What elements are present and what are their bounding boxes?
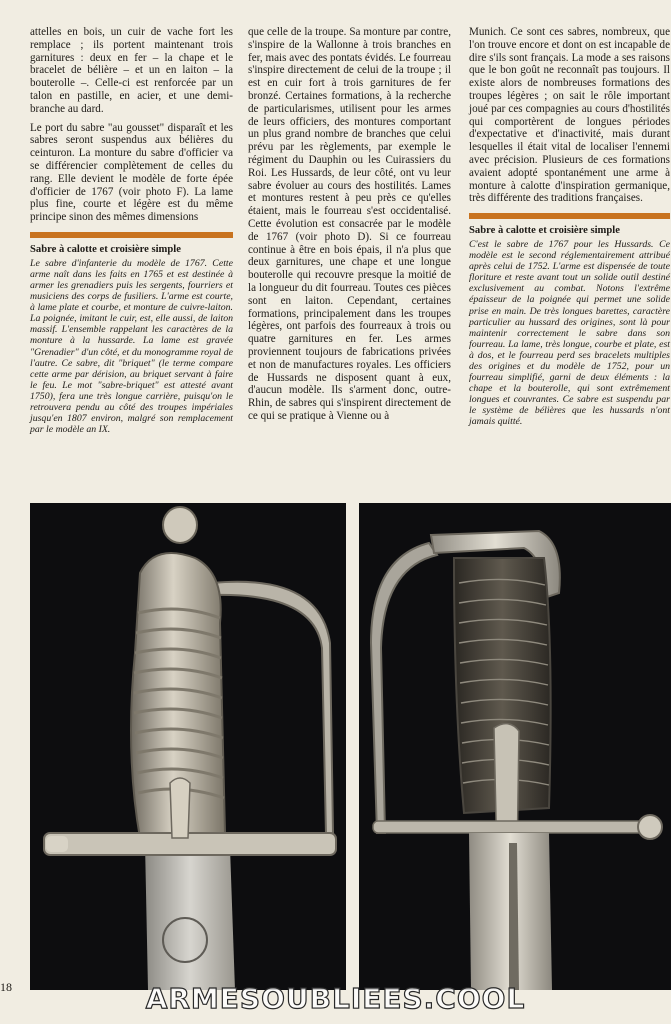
caption-title-left: Sabre à calotte et croisière simple bbox=[30, 243, 181, 255]
text-column-3 bbox=[469, 26, 670, 434]
photo-sabre-grenadier bbox=[30, 503, 346, 990]
caption-rule-left bbox=[30, 232, 233, 238]
column3-paragraph-1: Munich. Ce sont ces sabres, nombreux, que l'on trouve encore et dont on est incapable de dire s'ils sont français. La mode a ses raisons que le bon goût ne reconnaît pas toujours. Il existe alors de nombreuses formations des troupes légères ; on sait le rôle important joué par ces compagnies au cours d'hostilités qui comportèrent de longues périodes d'expectative et d'inactivité, mais durant lesquelles il était vital de localiser l'ennemi avec précision. Plusieurs de ces formations avaient adopté spontanément une arme à monture à calotte d'inspiration germanique, très différente des traditions françaises. bbox=[469, 26, 670, 205]
column2-paragraph-1: que celle de la troupe. Sa monture par contre, s'inspire de la Wallonne à trois branches en fer, mais avec des pontats évidés. Le fourreau s'inspire directement de celui de la troupe ; il est en cuir fort à trois garnitures de fer bronzé. Certaines formations, à la recherche de particularismes, utilisent pour les armes de leurs officiers, des montures comportant un plus grand nombre de branches que celui prévu par les règlements, par exemple le régiment du Dauphin ou les Cuirassiers du Roi. Les Hussards, de leur côté, ont vu leur sabre évoluer au cours des hostilités. Lames et montures restent à peu près ce qu'elles étaient, mais le fourreau s'est occidentalisé. Cette évolution est consacrée par le modèle de 1767 (voir photo D). Si ce fourreau continue à être en bois épais, il n'a plus que deux garnitures, une chape et une longue bouterolle qui recouvre presque la moitié de la longueur du dit fourreau. Toutes ces pièces sont en laiton. Cependant, certaines formations, principalement dans les troupes légères, ont parfois des fourreaux à trois ou quatre garnitures en fer. Les armes proviennent toujours de fabrications privées et non de manufactures royales. Les officiers de Hussards ne disposent quant à eux, d'aucun modèle. Ils s'arment donc, outre-Rhin, de sabres qui s'inspirent directement de ce qui se pratique à Vienne ou à bbox=[248, 26, 451, 422]
text-column-1 bbox=[30, 26, 233, 441]
watermark: ARMESOUBLIEES.COOL bbox=[145, 982, 526, 1015]
caption-text-left: Le sabre d'infanterie du modèle de 1767. Cette arme naît dans les faits en 1765 et est destinée à armer les grenadiers puis les sergents, fourriers et musiciens des corps de fusiliers. L'arme est courte, à lame plate et courbe, et monture de cuivre-laiton. La poignée, imitant le cuir, est, elle aussi, de laiton massif. L'ensemble rappelant les caractères de la monture à la hussarde. La lame est gravée "Grenadier" d'un côté, et du monogramme royal de l'autre. Ce sabre, dit "briquet" (le terme compare cette arme par dérision, au briquet servant à faire le feu. Le mot "sabre-briquet" est attesté avant 1750), fera une très longue carrière, puisqu'on le retrouvera pendu au côté des troupes impériales jusqu'en 1807 environ, malgré son remplacement par le modèle an IX. bbox=[30, 257, 233, 436]
page-number: 18 bbox=[0, 980, 12, 994]
column1-paragraph-2: Le port du sabre "au gousset" disparaît et les sabres seront suspendus aux bélières du ceinturon. La monture du sabre d'officier va se différencier complètement de celles du rang. Elle devient le modèle de forte épée d'officier de 1767 (voir photo F). La lame plus fine, courte et légère est du même principe sinon des mêmes dimensions bbox=[30, 121, 233, 224]
caption-text-right: C'est le sabre de 1767 pour les Hussards. Ce modèle est le second réglementairement attribué après celui de 1752. L'arme est dispensée de toute floriture et reste avant tout un solide outil destiné exclusivement au combat. Notons l'extrême épaisseur de la poignée qui permet une solide prise en main. De très longues barettes, caractère particulier au hussard des origines, sont là pour maintenir correctement le sabre dans son fourreau. La lame, très longue, courbe et plate, est à dos, et le fourreau perd ses bracelets multiples des origines et du modèle de 1752, pour un fourreau simplifié, garni de deux éléments : la chape et la bouterolle, qui sont extrêmement longues et couvrantes. Ce sabre est suspendu par le système de bélières que les hussards n'ont jamais quitté. bbox=[469, 238, 670, 428]
photo-sabre-hussard bbox=[359, 503, 671, 990]
sabre-hilt-hussard-image bbox=[359, 503, 671, 990]
text-column-2 bbox=[248, 26, 451, 429]
caption-title-right: Sabre à calotte et croisière simple bbox=[469, 225, 620, 237]
column1-paragraph-1: attelles en bois, un cuir de vache fort les remplace ; ils portent maintenant trois garnitures : deux en fer – la chape et le bracelet de bélière – et un en laiton – la bouterolle –. Celle-ci est renforcée par un talon en pastille, en acier, et une demi-branche au dard. bbox=[30, 26, 233, 115]
sabre-hilt-brass-image bbox=[30, 503, 346, 990]
caption-rule-right bbox=[469, 213, 670, 219]
